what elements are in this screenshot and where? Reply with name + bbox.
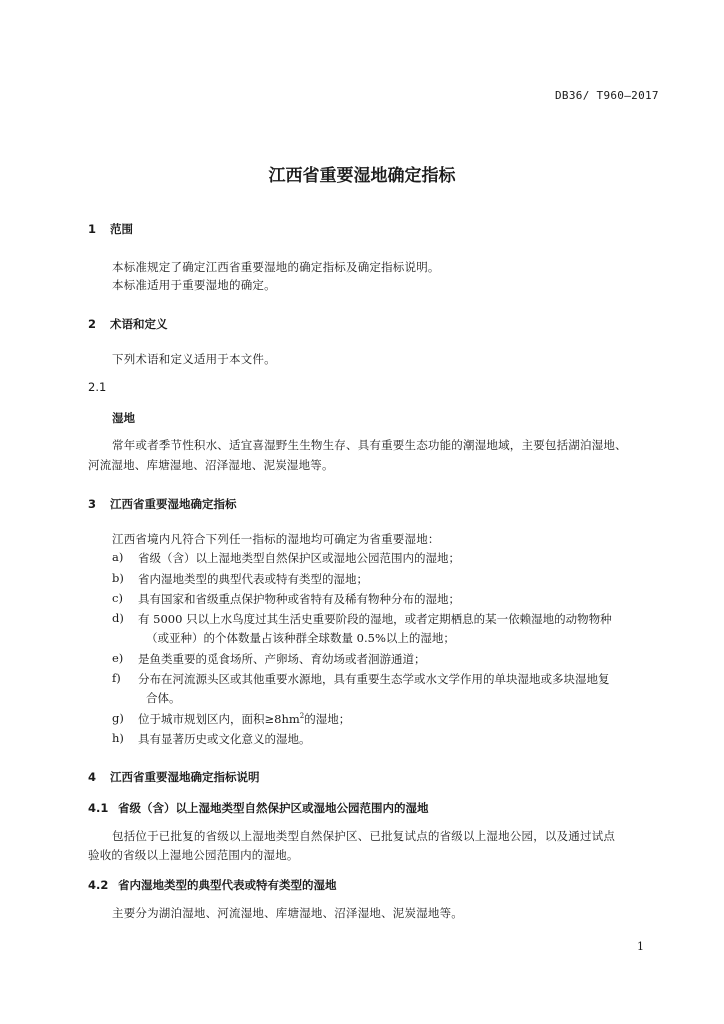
paragraph-continued: 验收的省级以上湿地公园范围内的湿地。: [88, 848, 299, 862]
paragraph: 主要分为湖泊湿地、河流湿地、库塘湿地、沼泽湿地、泥炭湿地等。: [112, 906, 463, 920]
subsection-number: 4.2: [88, 878, 109, 892]
section-2-heading: [88, 316, 168, 332]
subsection-title: 省内湿地类型的典型代表或特有类型的湿地: [118, 878, 337, 892]
list-text: 省内湿地类型的典型代表或特有类型的湿地；: [138, 572, 368, 586]
list-text-continued: （或亚种）的个体数量占该种群全球数量 0.5%以上的湿地；: [146, 631, 455, 645]
section-title: 江西省重要湿地确定指标说明: [110, 770, 260, 784]
term-name: 湿地: [112, 411, 135, 425]
list-text-tail: 的湿地；: [304, 712, 351, 726]
list-item: [112, 550, 672, 566]
section-number: 3: [88, 497, 97, 511]
list-marker: g): [112, 711, 124, 725]
clause-number: 2.1: [88, 380, 107, 394]
list-item: [112, 591, 672, 607]
section-number: 1: [88, 222, 97, 236]
list-marker: c): [112, 591, 123, 605]
list-text: 省级（含）以上湿地类型自然保护区或湿地公园范围内的湿地；: [138, 551, 460, 565]
list-marker: d): [112, 611, 124, 625]
list-item: [112, 731, 672, 747]
paragraph: 本标准规定了确定江西省重要湿地的确定指标及确定指标说明。: [112, 260, 440, 274]
paragraph: 包括位于已批复的省级以上湿地类型自然保护区、已批复试点的省级以上湿地公园，以及通过试点: [112, 829, 616, 843]
paragraph: 下列术语和定义适用于本文件。: [112, 352, 276, 366]
list-item: [112, 571, 672, 587]
paragraph: 本标准适用于重要湿地的确定。: [112, 278, 276, 292]
list-marker: b): [112, 571, 124, 585]
subsection-4-1-heading: [88, 800, 429, 816]
list-item: [112, 711, 672, 727]
superscript: 2: [299, 712, 305, 721]
list-marker: a): [112, 550, 124, 564]
section-4-heading: [88, 769, 260, 785]
list-text: 有 5000 只以上水鸟度过其生活史重要阶段的湿地，或者定期栖息的某一依赖湿地的动物物种: [138, 612, 612, 626]
standard-code: DB36/ T960—2017: [555, 89, 659, 102]
list-marker: h): [112, 731, 124, 745]
list-text-continued: 合体。: [146, 691, 181, 705]
list-text-main: 位于城市规划区内，面积≥8hm: [138, 712, 300, 726]
subsection-number: 4.1: [88, 801, 109, 815]
list-text: [138, 711, 350, 727]
list-text: 是鱼类重要的觅食场所、产卵场、育幼场或者洄游通道；: [138, 652, 426, 666]
definition-line: 河流湿地、库塘湿地、沼泽湿地、泥炭湿地等。: [88, 458, 334, 472]
list-item: [112, 611, 672, 647]
definition-line: 常年或者季节性积水、适宜喜湿野生生物生存、具有重要生态功能的潮湿地域，主要包括湖泊湿地、: [112, 438, 627, 452]
section-number: 2: [88, 317, 97, 331]
document-title: 江西省重要湿地确定指标: [268, 166, 456, 186]
subsection-4-2-heading: [88, 877, 337, 893]
section-3-heading: [88, 496, 237, 512]
page-number: 1: [637, 940, 644, 953]
section-number: 4: [88, 770, 97, 784]
section-title: 术语和定义: [110, 317, 168, 331]
section-title: 范围: [110, 222, 133, 236]
list-marker: e): [112, 651, 124, 665]
list-text: 具有国家和省级重点保护物种或省特有及稀有物种分布的湿地；: [138, 592, 460, 606]
section-1-heading: [88, 221, 133, 237]
list-item: [112, 651, 672, 667]
list-text: 具有显著历史或文化意义的湿地。: [138, 732, 311, 746]
list-marker: f): [112, 671, 121, 685]
list-text: 分布在河流源头区或其他重要水源地，具有重要生态学或水文学作用的单块湿地或多块湿地复: [138, 672, 610, 686]
section-title: 江西省重要湿地确定指标: [110, 497, 237, 511]
subsection-title: 省级（含）以上湿地类型自然保护区或湿地公园范围内的湿地: [118, 801, 429, 815]
paragraph: 江西省境内凡符合下列任一指标的湿地均可确定为省重要湿地：: [112, 532, 440, 546]
list-item: [112, 671, 672, 707]
